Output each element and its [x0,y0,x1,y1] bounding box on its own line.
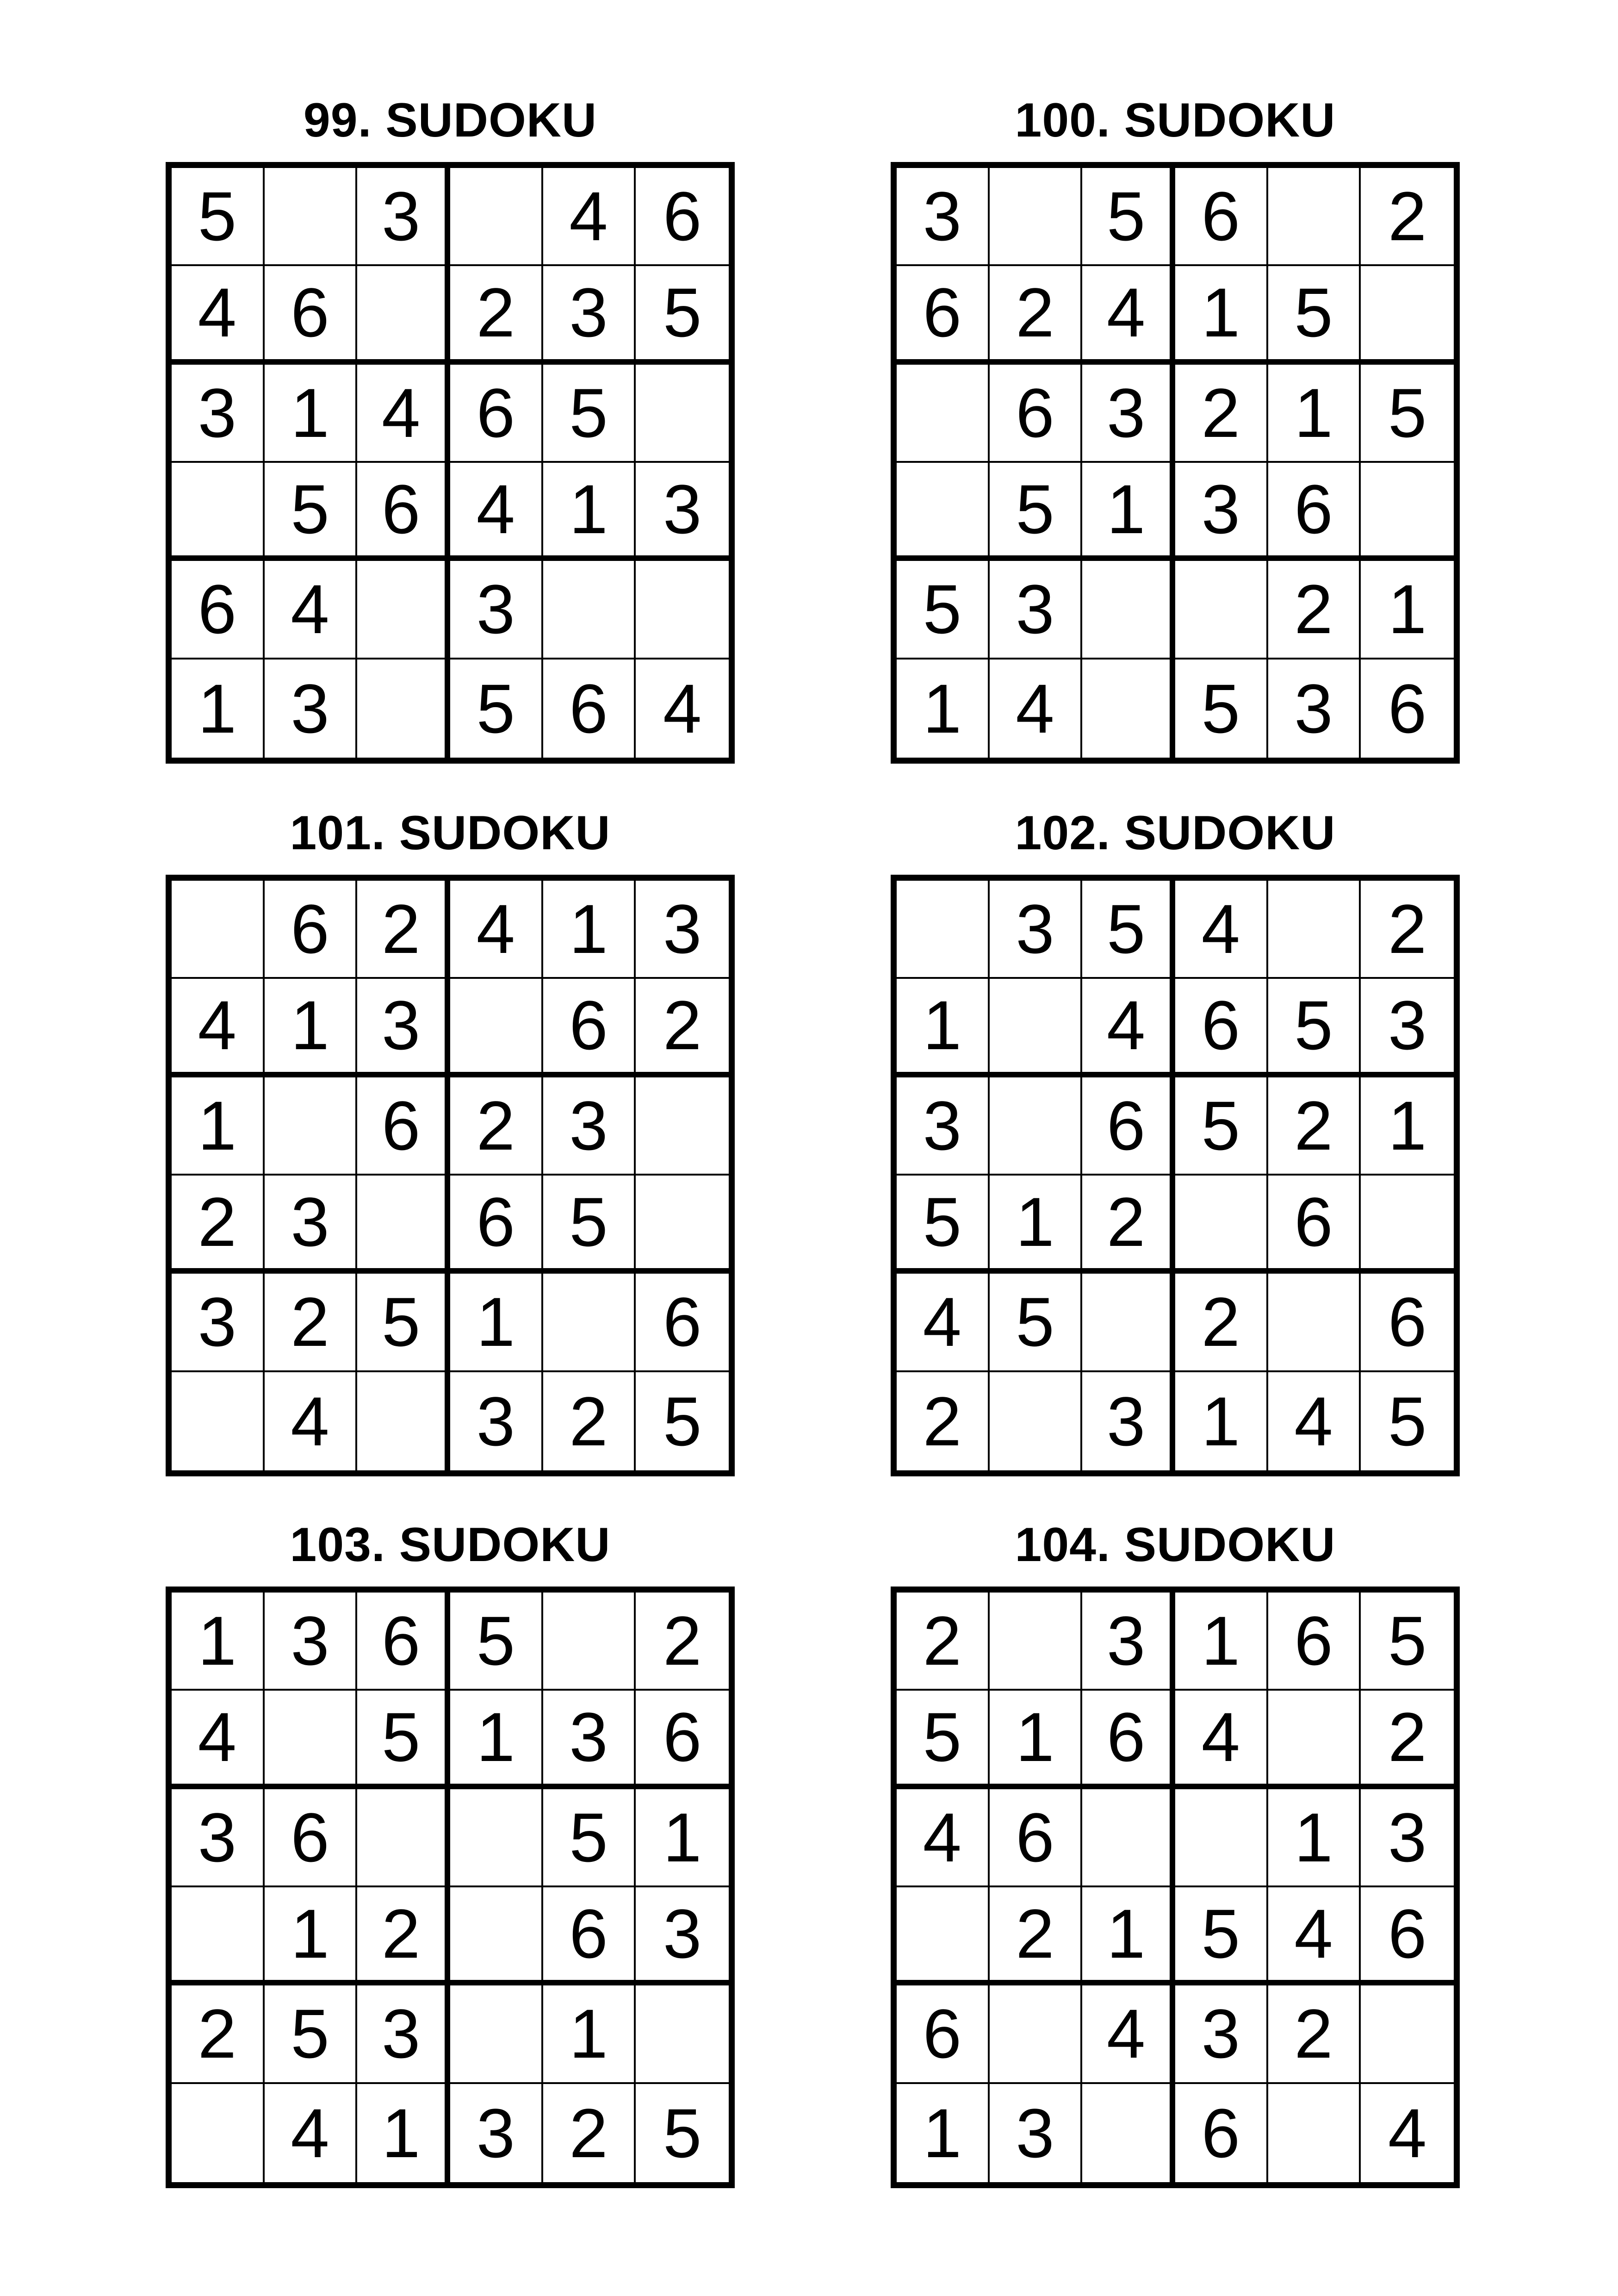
sudoku-cell [636,1176,729,1274]
sudoku-cell: 3 [1175,463,1268,561]
sudoku-cell: 2 [1268,1077,1361,1176]
sudoku-cell [1175,561,1268,659]
sudoku-cell: 5 [450,660,543,758]
sudoku-cell: 4 [172,266,265,364]
sudoku-cell: 2 [1361,881,1454,979]
sudoku-cell: 5 [897,1176,990,1274]
sudoku-cell: 1 [265,365,358,463]
sudoku-cell: 3 [172,1274,265,1372]
sudoku-cell: 2 [543,1372,636,1470]
sudoku-cell [172,2084,265,2182]
sudoku-cell: 5 [1082,168,1175,266]
sudoku-cell: 3 [1361,1789,1454,1887]
sudoku-cell: 3 [543,266,636,364]
sudoku-cell: 4 [265,561,358,659]
sudoku-cell: 3 [543,1691,636,1789]
sudoku-cell: 5 [1082,881,1175,979]
sudoku-cell: 3 [357,168,450,266]
sudoku-cell: 1 [1361,1077,1454,1176]
sudoku-cell: 3 [357,1985,450,2084]
sudoku-grid [166,875,735,1476]
sudoku-cell: 3 [543,1077,636,1176]
sudoku-cell [1082,561,1175,659]
sudoku-cell: 3 [450,561,543,659]
puzzle-title: 104. SUDOKU [1015,1518,1336,1572]
sudoku-cell [1082,1789,1175,1887]
sudoku-cell: 4 [172,979,265,1077]
sudoku-cell [1175,1789,1268,1887]
sudoku-cell: 6 [1268,1176,1361,1274]
sudoku-cell: 6 [1268,1593,1361,1691]
sudoku-cell [636,365,729,463]
sudoku-cell [450,1985,543,2084]
sudoku-cell: 1 [450,1274,543,1372]
sudoku-cell: 2 [636,979,729,1077]
sudoku-grid [166,1587,735,2188]
sudoku-cell: 5 [543,365,636,463]
sudoku-cell [265,1077,358,1176]
sudoku-cell: 4 [450,881,543,979]
sudoku-cell: 6 [265,881,358,979]
sudoku-cell [897,365,990,463]
sudoku-cell [1268,2084,1361,2182]
sudoku-cell: 4 [990,660,1083,758]
sudoku-cell [897,1887,990,1985]
puzzle-title: 103. SUDOKU [290,1518,611,1572]
sudoku-cell: 2 [450,266,543,364]
sudoku-cell: 3 [1361,979,1454,1077]
sudoku-cell: 5 [663,1382,702,1460]
sudoku-cell: 3 [990,2084,1083,2182]
sudoku-cell: 2 [543,2084,636,2182]
sudoku-cell: 6 [357,1077,450,1176]
sudoku-cell [265,1691,358,1789]
sudoku-cell: 6 [543,1887,636,1985]
sudoku-cell: 2 [1175,365,1268,463]
sudoku-cell [450,168,543,266]
sudoku-cell [357,1176,450,1274]
sudoku-cell: 2 [1268,561,1361,659]
sudoku-cell: 4 [1268,1372,1361,1470]
sudoku-cell: 5 [1268,979,1361,1077]
sudoku-cell: 1 [1268,1789,1361,1887]
sudoku-cell [1082,2084,1175,2182]
sudoku-cell: 6 [1175,168,1268,266]
sudoku-cell: 5 [990,1274,1083,1372]
sudoku-cell: 1 [172,1593,265,1691]
sudoku-cell [636,1985,729,2084]
sudoku-cell [636,1077,729,1176]
sudoku-cell: 3 [990,881,1083,979]
sudoku-cell: 1 [1268,365,1361,463]
sudoku-cell: 6 [450,1176,543,1274]
sudoku-cell: 3 [636,1887,729,1985]
sudoku-cell: 1 [450,1691,543,1789]
sudoku-cell: 5 [265,1985,358,2084]
sudoku-cell: 5 [897,561,990,659]
sudoku-cell: 1 [1082,1887,1175,1985]
sudoku-cell: 6 [636,1274,729,1372]
sudoku-cell: 6 [357,1593,450,1691]
sudoku-cell: 2 [1268,1985,1361,2084]
sudoku-cell: 5 [1175,1887,1268,1985]
sudoku-cell: 2 [1082,1176,1175,1274]
sudoku-cell: 2 [172,1176,265,1274]
sudoku-grid [891,1587,1460,2188]
sudoku-cell: 6 [1175,2084,1268,2182]
sudoku-cell: 1 [1361,561,1454,659]
sudoku-cell: 6 [990,365,1083,463]
sudoku-grid [891,875,1460,1476]
sudoku-cell: 4 [1082,979,1175,1077]
sudoku-cell: 2 [636,1593,729,1691]
sudoku-cell: 1 [990,1691,1083,1789]
sudoku-cell: 3 [1175,1985,1268,2084]
sudoku-cell [357,561,450,659]
sudoku-cell: 4 [450,463,543,561]
sudoku-cell [1082,660,1175,758]
sudoku-cell [1361,463,1454,561]
sudoku-cell: 3 [265,1593,358,1691]
sudoku-cell: 3 [636,463,729,561]
sudoku-cell: 1 [1175,1593,1268,1691]
puzzle-title: 99. SUDOKU [303,93,597,147]
sudoku-cell: 3 [1082,1372,1175,1470]
sudoku-cell: 1 [897,979,990,1077]
sudoku-cell: 2 [990,1887,1083,1985]
sudoku-cell: 6 [1082,1691,1175,1789]
sudoku-cell: 6 [897,1985,990,2084]
sudoku-cell: 1 [543,1985,636,2084]
sudoku-cell: 3 [636,881,729,979]
sudoku-cell: 6 [265,1789,358,1887]
sudoku-cell: 2 [897,1593,990,1691]
sudoku-cell: 1 [265,979,358,1077]
sudoku-cell [357,1789,450,1887]
sudoku-cell: 6 [172,561,265,659]
sudoku-cell: 5 [1268,266,1361,364]
sudoku-cell: 6 [357,463,450,561]
sudoku-cell [1175,1176,1268,1274]
sudoku-cell [543,1593,636,1691]
sudoku-cell: 6 [1361,1887,1454,1985]
sudoku-cell: 1 [543,463,636,561]
sudoku-cell [543,561,636,659]
puzzle-title: 100. SUDOKU [1015,93,1336,147]
sudoku-cell: 5 [357,1691,450,1789]
sudoku-cell: 4 [897,1789,990,1887]
sudoku-cell: 6 [1175,979,1268,1077]
sudoku-cell [1268,1274,1361,1372]
sudoku-cell [897,463,990,561]
sudoku-cell: 4 [1082,1985,1175,2084]
sudoku-cell [990,979,1083,1077]
sudoku-cell: 6 [636,168,729,266]
sudoku-cell: 6 [543,979,636,1077]
sudoku-cell: 2 [450,1077,543,1176]
sudoku-cell [1361,266,1454,364]
puzzle-title: 101. SUDOKU [290,806,611,860]
sudoku-cell: 6 [1268,463,1361,561]
sudoku-cell [450,1789,543,1887]
sudoku-cell: 4 [357,365,450,463]
sudoku-cell: 2 [897,1372,990,1470]
sudoku-cell: 4 [265,2084,358,2182]
sudoku-grid [891,162,1460,764]
sudoku-cell: 3 [450,1372,543,1470]
sudoku-cell: 1 [265,1887,358,1985]
sudoku-cell [1268,881,1361,979]
sudoku-cell: 6 [636,1691,729,1789]
sudoku-cell: 3 [897,168,990,266]
sudoku-cell: 5 [990,463,1083,561]
sudoku-cell: 1 [357,2084,450,2182]
sudoku-cell [1268,1691,1361,1789]
sudoku-cell: 6 [1082,1077,1175,1176]
sudoku-cell [1268,168,1361,266]
sudoku-cell: 6 [1361,1274,1454,1372]
sudoku-cell: 1 [1082,463,1175,561]
sudoku-cell: 4 [172,1691,265,1789]
sudoku-cell: 5 [265,463,358,561]
sudoku-cell [897,881,990,979]
sudoku-cell: 2 [172,1985,265,2084]
sudoku-cell: 4 [663,669,702,747]
sudoku-cell: 3 [450,2084,543,2182]
sudoku-cell: 4 [1175,1691,1268,1789]
sudoku-cell [990,1985,1083,2084]
sudoku-cell: 3 [1268,660,1361,758]
sudoku-cell: 5 [1361,1593,1454,1691]
sudoku-cell: 6 [450,365,543,463]
puzzle-title: 102. SUDOKU [1015,806,1336,860]
sudoku-cell [636,561,729,659]
sudoku-cell: 3 [1082,365,1175,463]
sudoku-cell: 5 [543,1789,636,1887]
sudoku-cell [1361,1176,1454,1274]
sudoku-cell: 4 [1175,881,1268,979]
sudoku-cell: 5 [543,1176,636,1274]
sudoku-cell: 5 [357,1274,450,1372]
sudoku-cell: 1 [897,2084,990,2182]
sudoku-cell: 3 [172,1789,265,1887]
sudoku-cell: 4 [897,1274,990,1372]
sudoku-cell: 2 [357,1887,450,1985]
sudoku-cell: 5 [450,1593,543,1691]
sudoku-cell: 5 [1388,1382,1427,1460]
sudoku-cell: 4 [1268,1887,1361,1985]
sudoku-cell: 1 [1175,1372,1268,1470]
sudoku-cell: 3 [265,660,358,758]
sudoku-cell [450,1887,543,1985]
sudoku-cell: 5 [1361,365,1454,463]
sudoku-cell: 3 [990,561,1083,659]
sudoku-cell [1082,1274,1175,1372]
sudoku-cell: 1 [636,1789,729,1887]
sudoku-cell [172,881,265,979]
sudoku-cell: 3 [897,1077,990,1176]
sudoku-cell: 1 [897,660,990,758]
sudoku-cell: 2 [1175,1274,1268,1372]
sudoku-cell [172,1372,265,1470]
sudoku-cell [990,1372,1083,1470]
sudoku-cell: 2 [990,266,1083,364]
sudoku-cell: 4 [1388,2094,1427,2172]
sudoku-cell: 4 [1082,266,1175,364]
sudoku-cell: 3 [357,979,450,1077]
sudoku-cell: 1 [172,1077,265,1176]
sudoku-cell: 6 [897,266,990,364]
sudoku-cell: 4 [543,168,636,266]
sudoku-cell: 6 [543,660,636,758]
sudoku-cell [172,1887,265,1985]
sudoku-cell: 1 [543,881,636,979]
sudoku-cell: 1 [1175,266,1268,364]
sudoku-cell: 3 [172,365,265,463]
sudoku-cell [357,1372,450,1470]
sudoku-cell [543,1274,636,1372]
sudoku-cell: 5 [1175,1077,1268,1176]
sudoku-cell [990,1593,1083,1691]
sudoku-cell: 5 [1175,660,1268,758]
sudoku-cell [357,660,450,758]
sudoku-cell: 1 [990,1176,1083,1274]
sudoku-cell [1361,1985,1454,2084]
sudoku-cell: 5 [663,2094,702,2172]
sudoku-cell [265,168,358,266]
sudoku-cell: 2 [1361,1691,1454,1789]
sudoku-cell: 1 [172,660,265,758]
sudoku-cell: 6 [265,266,358,364]
sudoku-cell [357,266,450,364]
sudoku-cell [450,979,543,1077]
sudoku-cell: 2 [357,881,450,979]
sudoku-cell: 2 [265,1274,358,1372]
sudoku-grid [166,162,735,764]
sudoku-cell: 5 [636,266,729,364]
sudoku-cell [172,463,265,561]
sudoku-cell: 3 [265,1176,358,1274]
sudoku-cell [990,1077,1083,1176]
sudoku-cell: 4 [265,1372,358,1470]
sudoku-cell: 5 [172,168,265,266]
sudoku-cell: 2 [1361,168,1454,266]
sudoku-cell: 6 [1388,669,1427,747]
sudoku-cell: 6 [990,1789,1083,1887]
sudoku-cell: 5 [897,1691,990,1789]
sudoku-cell: 3 [1082,1593,1175,1691]
sudoku-cell [990,168,1083,266]
